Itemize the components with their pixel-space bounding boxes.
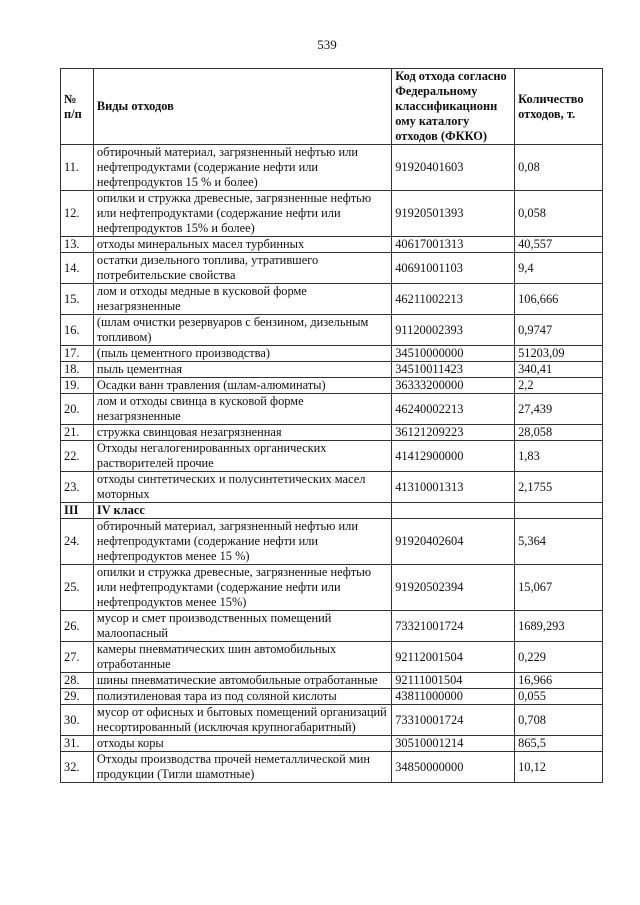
cell-amount: 40,557	[515, 237, 603, 253]
header-code: Код отхода согласно Федеральному классификационн ому каталогу отходов (ФККО)	[392, 69, 515, 145]
cell-code: 41310001313	[392, 472, 515, 503]
cell-num: 22.	[61, 441, 94, 472]
cell-amount: 28,058	[515, 425, 603, 441]
cell-num: III	[61, 503, 94, 519]
cell-num: 11.	[61, 145, 94, 191]
cell-num: 16.	[61, 315, 94, 346]
cell-num: 12.	[61, 191, 94, 237]
table-row	[61, 519, 603, 565]
cell-amount: 0,708	[515, 705, 603, 736]
table-row	[61, 472, 603, 503]
cell-code: 34510011423	[392, 362, 515, 378]
cell-type: Отходы производства прочей неметаллической мин продукции (Тигли шамотные)	[93, 752, 391, 783]
cell-type: опилки и стружка древесные, загрязненные нефтью или нефтепродуктами (содержание нефти или нефтепродуктов 15% и более)	[93, 191, 391, 237]
cell-type: шины пневматические автомобильные отработанные	[93, 673, 391, 689]
cell-code: 91920502394	[392, 565, 515, 611]
cell-type: остатки дизельного топлива, утратившего потребительские свойства	[93, 253, 391, 284]
cell-code: 34510000000	[392, 346, 515, 362]
table-row	[61, 736, 603, 752]
table-header-row	[61, 69, 603, 145]
cell-amount: 16,966	[515, 673, 603, 689]
cell-type: лом и отходы свинца в кусковой форме незагрязненные	[93, 394, 391, 425]
cell-amount: 2,2	[515, 378, 603, 394]
table-row	[61, 346, 603, 362]
cell-type: отходы синтетических и полусинтетических масел моторных	[93, 472, 391, 503]
cell-amount: 27,439	[515, 394, 603, 425]
cell-amount: 0,055	[515, 689, 603, 705]
cell-code	[392, 503, 515, 519]
table-row	[61, 362, 603, 378]
cell-type: Осадки ванн травления (шлам-алюминаты)	[93, 378, 391, 394]
cell-code: 73321001724	[392, 611, 515, 642]
cell-num: 32.	[61, 752, 94, 783]
table-row	[61, 145, 603, 191]
cell-code: 91120002393	[392, 315, 515, 346]
cell-num: 29.	[61, 689, 94, 705]
header-type: Виды отходов	[93, 69, 391, 145]
table-row	[61, 191, 603, 237]
cell-code: 73310001724	[392, 705, 515, 736]
cell-code: 40617001313	[392, 237, 515, 253]
table-row	[61, 441, 603, 472]
table-row	[61, 611, 603, 642]
table-row	[61, 237, 603, 253]
cell-num: 23.	[61, 472, 94, 503]
header-num: № п/п	[61, 69, 94, 145]
cell-code: 92112001504	[392, 642, 515, 673]
cell-code: 46240002213	[392, 394, 515, 425]
cell-amount: 106,666	[515, 284, 603, 315]
cell-amount: 0,08	[515, 145, 603, 191]
table-body	[61, 145, 603, 783]
cell-num: 13.	[61, 237, 94, 253]
cell-num: 20.	[61, 394, 94, 425]
cell-amount: 2,1755	[515, 472, 603, 503]
cell-amount: 0,229	[515, 642, 603, 673]
cell-type: лом и отходы медные в кусковой форме незагрязненные	[93, 284, 391, 315]
table-row	[61, 705, 603, 736]
cell-amount: 15,067	[515, 565, 603, 611]
cell-type: (шлам очистки резервуаров с бензином, дизельным топливом)	[93, 315, 391, 346]
cell-num: 28.	[61, 673, 94, 689]
cell-code: 41412900000	[392, 441, 515, 472]
table-row	[61, 752, 603, 783]
table-row	[61, 425, 603, 441]
table-row	[61, 673, 603, 689]
waste-table	[60, 68, 603, 783]
table-row	[61, 315, 603, 346]
cell-type: полиэтиленовая тара из под соляной кислоты	[93, 689, 391, 705]
cell-num: 15.	[61, 284, 94, 315]
cell-num: 21.	[61, 425, 94, 441]
cell-code: 43811000000	[392, 689, 515, 705]
table-row	[61, 565, 603, 611]
cell-amount: 865,5	[515, 736, 603, 752]
cell-code: 30510001214	[392, 736, 515, 752]
table-row	[61, 642, 603, 673]
cell-code: 34850000000	[392, 752, 515, 783]
cell-type: (пыль цементного производства)	[93, 346, 391, 362]
cell-type: Отходы негалогенированных органических растворителей прочие	[93, 441, 391, 472]
section-row	[61, 503, 603, 519]
cell-type: опилки и стружка древесные, загрязненные нефтью или нефтепродуктами (содержание нефти или нефтепродуктов менее 15%)	[93, 565, 391, 611]
cell-type: мусор от офисных и бытовых помещений организаций несортированный (исключая крупногабаритный)	[93, 705, 391, 736]
cell-num: 18.	[61, 362, 94, 378]
cell-amount: 1689,293	[515, 611, 603, 642]
cell-amount: 0,9747	[515, 315, 603, 346]
cell-type: мусор и смет производственных помещений малоопасный	[93, 611, 391, 642]
cell-amount: 9,4	[515, 253, 603, 284]
cell-type: стружка свинцовая незагрязненная	[93, 425, 391, 441]
cell-code: 91920501393	[392, 191, 515, 237]
cell-type: обтирочный материал, загрязненный нефтью или нефтепродуктами (содержание нефти или нефтепродуктов менее 15 %)	[93, 519, 391, 565]
cell-type: отходы минеральных масел турбинных	[93, 237, 391, 253]
cell-amount: 1,83	[515, 441, 603, 472]
table-row	[61, 394, 603, 425]
cell-type: IV класс	[93, 503, 391, 519]
cell-amount: 5,364	[515, 519, 603, 565]
cell-num: 14.	[61, 253, 94, 284]
cell-code: 91920402604	[392, 519, 515, 565]
cell-amount: 340,41	[515, 362, 603, 378]
cell-num: 27.	[61, 642, 94, 673]
cell-num: 30.	[61, 705, 94, 736]
cell-type: пыль цементная	[93, 362, 391, 378]
page-number: 539	[317, 37, 337, 52]
table-row	[61, 689, 603, 705]
cell-type: камеры пневматических шин автомобильных отработанные	[93, 642, 391, 673]
cell-code: 40691001103	[392, 253, 515, 284]
cell-code: 92111001504	[392, 673, 515, 689]
table-row	[61, 284, 603, 315]
cell-amount	[515, 503, 603, 519]
cell-type: отходы коры	[93, 736, 391, 752]
cell-num: 25.	[61, 565, 94, 611]
table-row	[61, 378, 603, 394]
cell-num: 24.	[61, 519, 94, 565]
cell-amount: 0,058	[515, 191, 603, 237]
cell-num: 31.	[61, 736, 94, 752]
cell-code: 36121209223	[392, 425, 515, 441]
cell-num: 26.	[61, 611, 94, 642]
cell-num: 17.	[61, 346, 94, 362]
table-row	[61, 253, 603, 284]
cell-code: 91920401603	[392, 145, 515, 191]
cell-num: 19.	[61, 378, 94, 394]
header-amount: Количество отходов, т.	[515, 69, 603, 145]
cell-code: 46211002213	[392, 284, 515, 315]
cell-amount: 10,12	[515, 752, 603, 783]
cell-code: 36333200000	[392, 378, 515, 394]
cell-amount: 51203,09	[515, 346, 603, 362]
cell-type: обтирочный материал, загрязненный нефтью или нефтепродуктами (содержание нефти или нефтепродуктов 15 % и более)	[93, 145, 391, 191]
